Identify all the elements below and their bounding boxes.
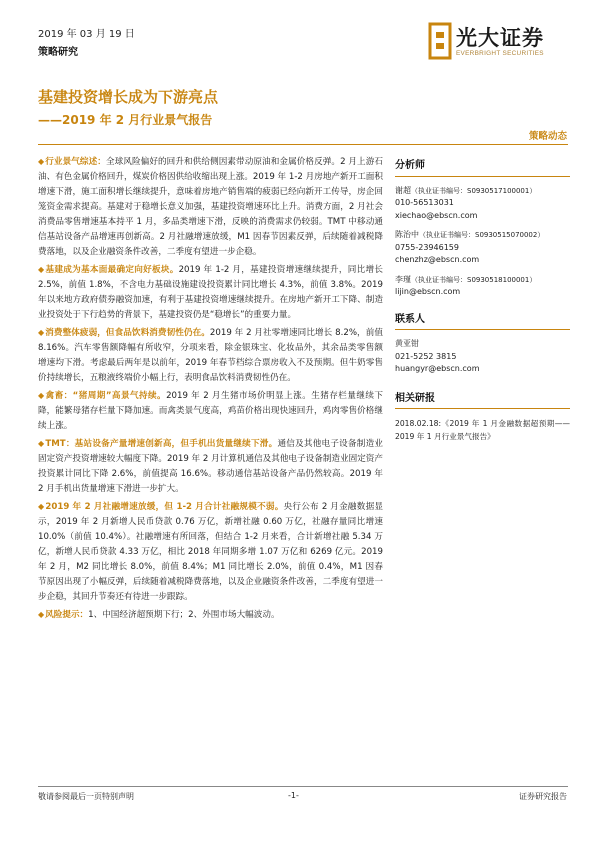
analyst-email[interactable]: lijin@ebscn.com (395, 287, 461, 296)
logo-subtext: EVERBRIGHT SECURITIES (456, 50, 544, 57)
footer-report-label: 证券研究报告 (519, 792, 567, 801)
diamond-bullet-icon: ◆ (38, 391, 45, 400)
paragraph (38, 436, 383, 497)
paragraph-lead: 基建成为基本面最确定向好板块。 (45, 265, 179, 275)
contact-phone: 021-5252 3815 (395, 351, 457, 361)
paragraph-text: 央行公布 2 月金融数据显示，2019 年 2 月新增人民币贷款 0.76 万亿，新增社融 0.60 万亿，社融存量同比增速 10.0%（前值 10.4%）。社融增速有所回落，但结合 1-2 月来看，合计新增社融 5.34 万亿，新增人民币贷款 4.33 万亿，相比 2018 年同期多增 1.07 万亿和 6269 亿元。2019 年 2 月，M2 同比增长 8.0%，前值 8.4%；M1 同比增长 2.0%，前值 0.4%，M1 因春节原因出现了小幅反弹，后续随着减税降费落地，以及企业融资条件改善，二季度有望进一步企稳，其回升节奏还有待进一步跟踪。 (38, 502, 383, 602)
paragraph-lead: 消费整体疲弱，但食品饮料消费韧性仍在。 (45, 328, 210, 338)
paragraph (38, 262, 383, 323)
footer-divider (38, 786, 568, 787)
analyst-email[interactable]: chenzhz@ebscn.com (395, 255, 480, 264)
paragraph (38, 154, 383, 260)
analyst-name: 陈治中 (395, 230, 419, 239)
diamond-bullet-icon: ◆ (38, 328, 45, 337)
contact-name: 黄亚钳 (395, 339, 419, 348)
report-category: 策略研究 (38, 47, 78, 58)
logo-mark-icon (428, 22, 452, 60)
analyst-email[interactable]: xiechao@ebscn.com (395, 210, 478, 220)
diamond-bullet-icon: ◆ (38, 265, 45, 274)
analyst-cert: （执业证书编号：S0930515070002） (419, 231, 545, 239)
analyst-name: 谢超 (395, 185, 411, 195)
paragraph (38, 607, 383, 623)
paragraph-lead: 风险提示： (45, 610, 89, 620)
paragraph (38, 325, 383, 386)
related-report-link[interactable]: 2018.02.18:《2019 年 1 月金融数据超预期——2019 年 1 月行业景气报告》 (395, 419, 570, 441)
diamond-bullet-icon: ◆ (38, 439, 45, 448)
paragraph (38, 499, 383, 605)
logo-text: 光大证券 (456, 25, 544, 50)
diamond-bullet-icon: ◆ (38, 502, 45, 511)
report-type: 策略动态 (528, 131, 567, 142)
paragraph-text: 通信及其他电子设备制造业固定资产投资增速较大幅度下降。2019 年 2 月计算机通信及其他电子设备制造业固定资产投资累计同比下降 2.6%，前值提高 16.6%。移动通信基站设备产品仍然较高。2019 年 2 月手机出货量增速下滑进一步扩大。 (38, 439, 383, 494)
paragraph-lead: 禽畜：“猪周期”高景气持续。 (45, 391, 167, 401)
paragraph-text: 全球风险偏好的回升和供给侧因素带动原油和金属价格反弹。2 月上游石油、有色金属价格回升，煤炭价格因供给收缩出现上涨。2019 年 1-2 月房地产新开工面积增速下滑，施工面积增长继续提升，意味着房地产销售端的疲弱已经向新开工传导，房企回笼资金需求提高。基建对于稳增长意义加强，基建投资增速环比上升。消费方面，2 月社会消费品零售增速基本持平 1 月，多品类增速下滑，反映的消费需求仍较弱。TMT 中移动通信基站设备产品增速再创新高。2 月社融增速放缓，M1 因春节因素反弹，后续随着减税降费落地，以及企业融资条件改善，二季度有望进一步企稳。 (38, 157, 383, 257)
analyst-entry (395, 274, 570, 299)
contact-email[interactable]: huangyr@ebscn.com (395, 364, 480, 373)
analyst-phone: 010-56513031 (395, 198, 454, 207)
contact-heading: 联系人 (395, 313, 425, 325)
report-date: 2019 年 03 月 19 日 (38, 29, 135, 40)
analyst-cert: （执业证书编号：S0930517100001） (411, 186, 537, 195)
report-title: 基建投资增长成为下游亮点 (38, 88, 219, 106)
paragraph-lead: 行业景气综述： (45, 157, 106, 167)
main-body (38, 154, 383, 625)
sidebar (395, 160, 570, 443)
paragraph-lead: TMT：基站设备产量增速创新高，但手机出货量继续下滑。 (45, 439, 278, 449)
footer-disclaimer: 敬请参阅最后一页特别声明 (38, 792, 134, 801)
analyst-phone: 0755-23946159 (395, 242, 459, 252)
paragraph-text: 2019 年 1-2 月，基建投资增速继续提升，同比增长 2.5%，前值 1.8%，不含电力基础设施建设投资累计同比增长 4.3%，前值 3.8%。2019 年以来地方政府债券融资加速，有利于基建投资增速继续提升。在房地产新开工下降、制造业投资处于下行趋势的背景下，基建投资仍是“稳增长”的重要力量。 (38, 265, 383, 320)
analyst-cert: （执业证书编号：S0930518100001） (411, 275, 537, 284)
paragraph-text: 1、中国经济超预期下行；2、外围市场大幅波动。 (88, 610, 280, 620)
analyst-name: 李瑾 (395, 274, 411, 284)
contact-entry (395, 338, 570, 376)
analyst-entry (395, 185, 570, 223)
diamond-bullet-icon: ◆ (38, 157, 45, 166)
paragraph (38, 388, 383, 434)
page-number: -1- (288, 791, 299, 800)
header-divider (38, 144, 568, 145)
paragraph-text: 2019 年 2 月生猪市场价明显上涨。生猪存栏量继续下降，能繁母猪存栏量下降加速。而禽类景气度高，鸡苗价格出现快速回升，鸡肉零售价格继续上涨。 (38, 391, 384, 431)
company-logo (428, 20, 568, 68)
paragraph-text: 2019 年 2 月社零增速同比增长 8.2%，前值 8.16%。汽车零售额降幅有所收窄，分项来看，除金银珠宝、化妆品外，其余品类零售额增速均下滑。考虑最后两年是以前年，2019 年春节档综合票房收入不及预期。但牛奶零售价持续增长，五粮液终端价小幅上行，表明食品饮料消费韧性仍在。 (38, 328, 383, 383)
paragraph-lead: 2019 年 2 月社融增速放缓，但 1-2 月合计社融规模不弱。 (45, 502, 284, 512)
analyst-entry (395, 229, 570, 267)
diamond-bullet-icon: ◆ (38, 610, 45, 619)
analysts-heading: 分析师 (395, 160, 425, 171)
related-reports-heading: 相关研报 (395, 392, 435, 404)
report-subtitle: ——2019 年 2 月行业景气报告 (38, 113, 213, 127)
